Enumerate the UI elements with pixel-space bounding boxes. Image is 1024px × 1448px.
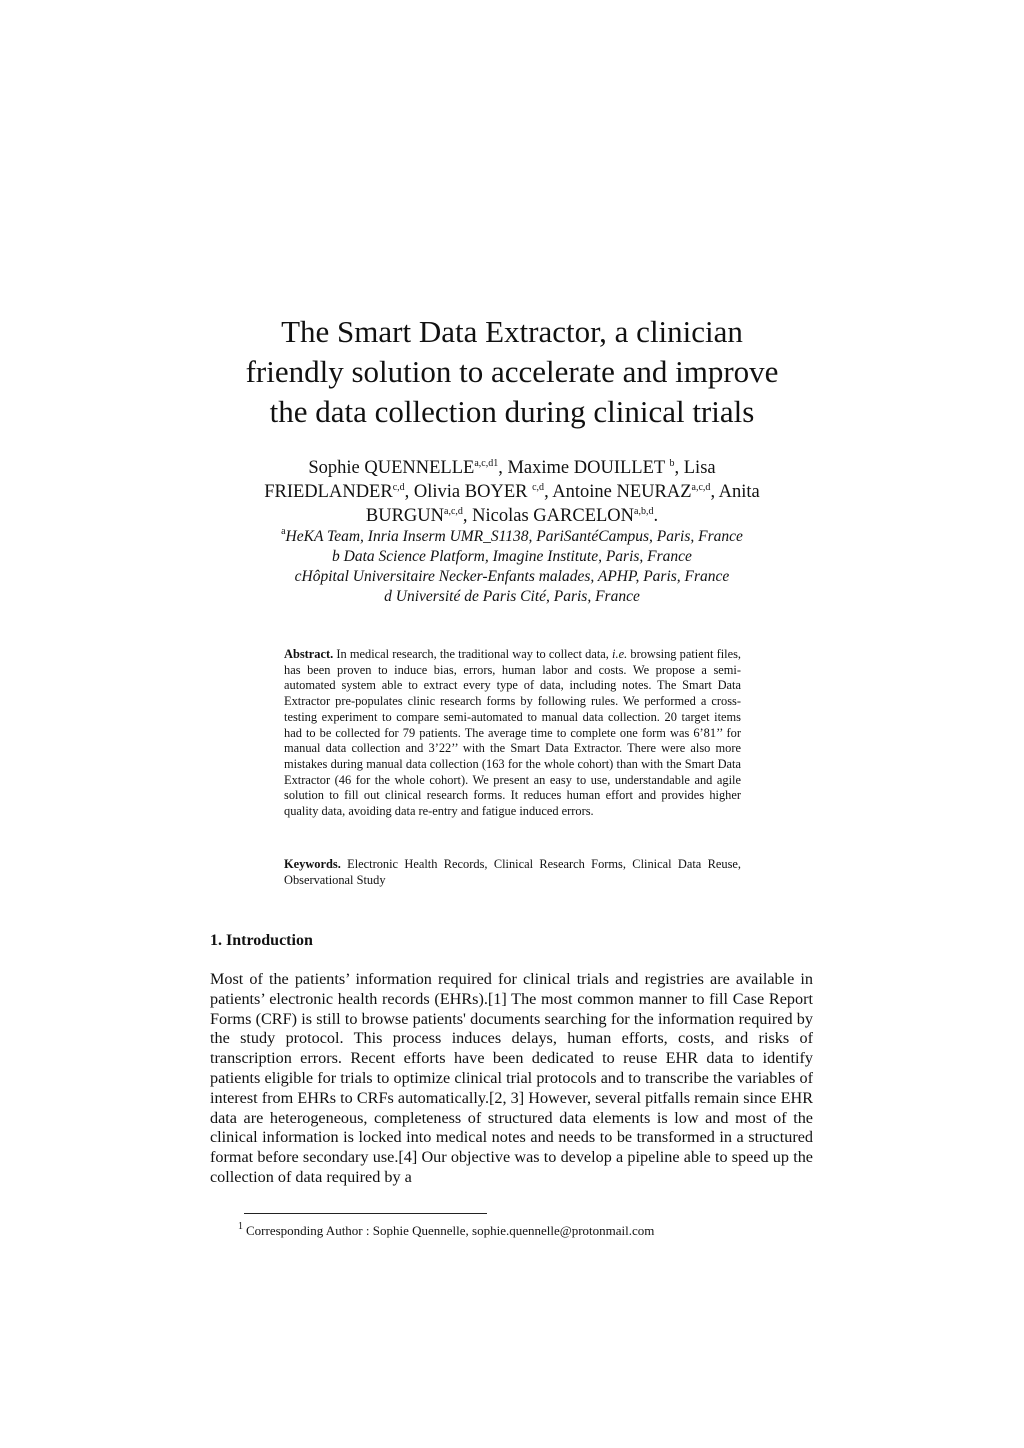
author-name: Olivia BOYER — [413, 482, 533, 502]
abstract-label: Abstract. — [284, 647, 334, 661]
author-affiliation-mark: c,d — [532, 482, 545, 493]
footnote — [238, 1222, 818, 1240]
affiliation-c: cHôpital Universitaire Necker-Enfants malades, APHP, Paris, France — [294, 568, 730, 585]
author-separator: , — [462, 506, 473, 526]
keywords-text: Electronic Health Records, Clinical Research Forms, Clinical Data Reuse, Observational Study — [284, 857, 741, 887]
title-line-1: The Smart Data Extractor, a clinician — [281, 314, 743, 349]
affiliation-text: HeKA Team, Inria Inserm UMR_S1138, PariSantéCampus, Paris, France — [285, 528, 743, 545]
author-name: Maxime DOUILLET — [507, 458, 670, 478]
author-name: Lisa — [683, 458, 716, 478]
author-separator: , — [544, 482, 553, 502]
author-end-mark: . — [653, 506, 659, 526]
author-name: Antoine NEURAZ — [552, 482, 692, 502]
abstract-ie: i.e. — [612, 647, 628, 661]
keywords-block — [284, 857, 741, 888]
author-line-2 — [200, 480, 824, 504]
section-heading: 1. Introduction — [210, 932, 313, 949]
title-line-3: the data collection during clinical trials — [269, 394, 755, 429]
author-separator: , — [674, 458, 684, 478]
author-affiliation-mark: a,c,d — [691, 482, 711, 493]
abstract-text: In medical research, the traditional way to collect data, — [333, 647, 613, 661]
abstract-text-cont: browsing patient files, has been proven to induce bias, errors, human labor and costs. We propose a semi-automated system able to extract every type of data, including notes. The Smart Data Extractor pre-populates clinic research forms by following rules. We performed a cross-testing experiment to compare semi-automated to manual data collection. 20 target items had to be collected for 79 patients. The average time to complete one form was 6’81’’ for manual data collection and 3’22’’ with the Smart Data Extractor. There were also more mistakes during manual data collection (163 for the whole cohort) than with the Smart Data Extractor (46 for the whole cohort). We present an easy to use, understandable and agile solution to fill out clinical research forms. It reduces human effort and provides higher quality data, avoiding data re-entry and fatigue induced errors. — [284, 647, 742, 819]
author-separator: , — [710, 482, 719, 502]
author-affiliation-mark: c,d — [392, 482, 405, 493]
affiliation-a — [200, 527, 824, 547]
affiliation-d: d Université de Paris Cité, Paris, France — [384, 588, 640, 605]
author-separator: , — [404, 482, 414, 502]
author-affiliation-mark: a,c,d — [444, 506, 463, 517]
author-affiliation-mark: b — [669, 458, 675, 469]
introduction-body — [210, 970, 813, 1188]
author-affiliation-mark: a,c,d1 — [474, 458, 499, 469]
author-affiliation-mark: a,b,d — [634, 506, 654, 517]
title-line-2: friendly solution to accelerate and improve — [245, 354, 779, 389]
keywords-paragraph — [284, 857, 741, 888]
author-line-1 — [200, 456, 824, 480]
footnote-divider — [244, 1213, 487, 1214]
author-line-3 — [200, 504, 824, 528]
affiliation-b: b Data Science Platform, Imagine Institute, Paris, France — [332, 548, 692, 565]
footnote-text: Corresponding Author : Sophie Quennelle, sophie.quennelle@protonmail.com — [246, 1223, 655, 1238]
author-name: Sophie QUENNELLE — [308, 458, 475, 478]
author-name: FRIEDLANDER — [264, 482, 393, 502]
abstract-paragraph — [284, 647, 741, 820]
affiliation-list — [200, 527, 824, 607]
author-list — [200, 456, 824, 528]
abstract-block — [284, 647, 741, 820]
author-name: Anita — [718, 482, 760, 502]
introduction-paragraph: Most of the patients’ information required for clinical trials and registries are available in patients’ electronic health records (EHRs).[1] The most common manner to fill Case Report Forms (CRF) is still to browse patients' documents searching for the information required by the study protocol. This process induces delays, human efforts, costs, and risks of transcription errors. Recent efforts have been dedicated to reuse EHR data to identify patients eligible for trials to optimize clinical trial protocols and to transcribe the variables of interest from EHRs to CRFs automatically.[2, 3] However, several pitfalls remain since EHR data are heterogeneous, completeness of structured data elements is low and most of the clinical information is locked into medical notes and needs to be transformed in a structured format before secondary use.[4] Our objective was to develop a pipeline able to speed up the collection of data required by a — [210, 970, 813, 1186]
author-name: Nicolas GARCELON — [472, 506, 635, 526]
paper-title — [200, 312, 824, 432]
footnote-mark: 1 — [238, 1221, 243, 1232]
author-name: BURGUN — [365, 506, 445, 526]
keywords-label: Keywords. — [284, 857, 341, 871]
affiliation-mark: a — [281, 526, 286, 537]
author-separator: , — [498, 458, 508, 478]
